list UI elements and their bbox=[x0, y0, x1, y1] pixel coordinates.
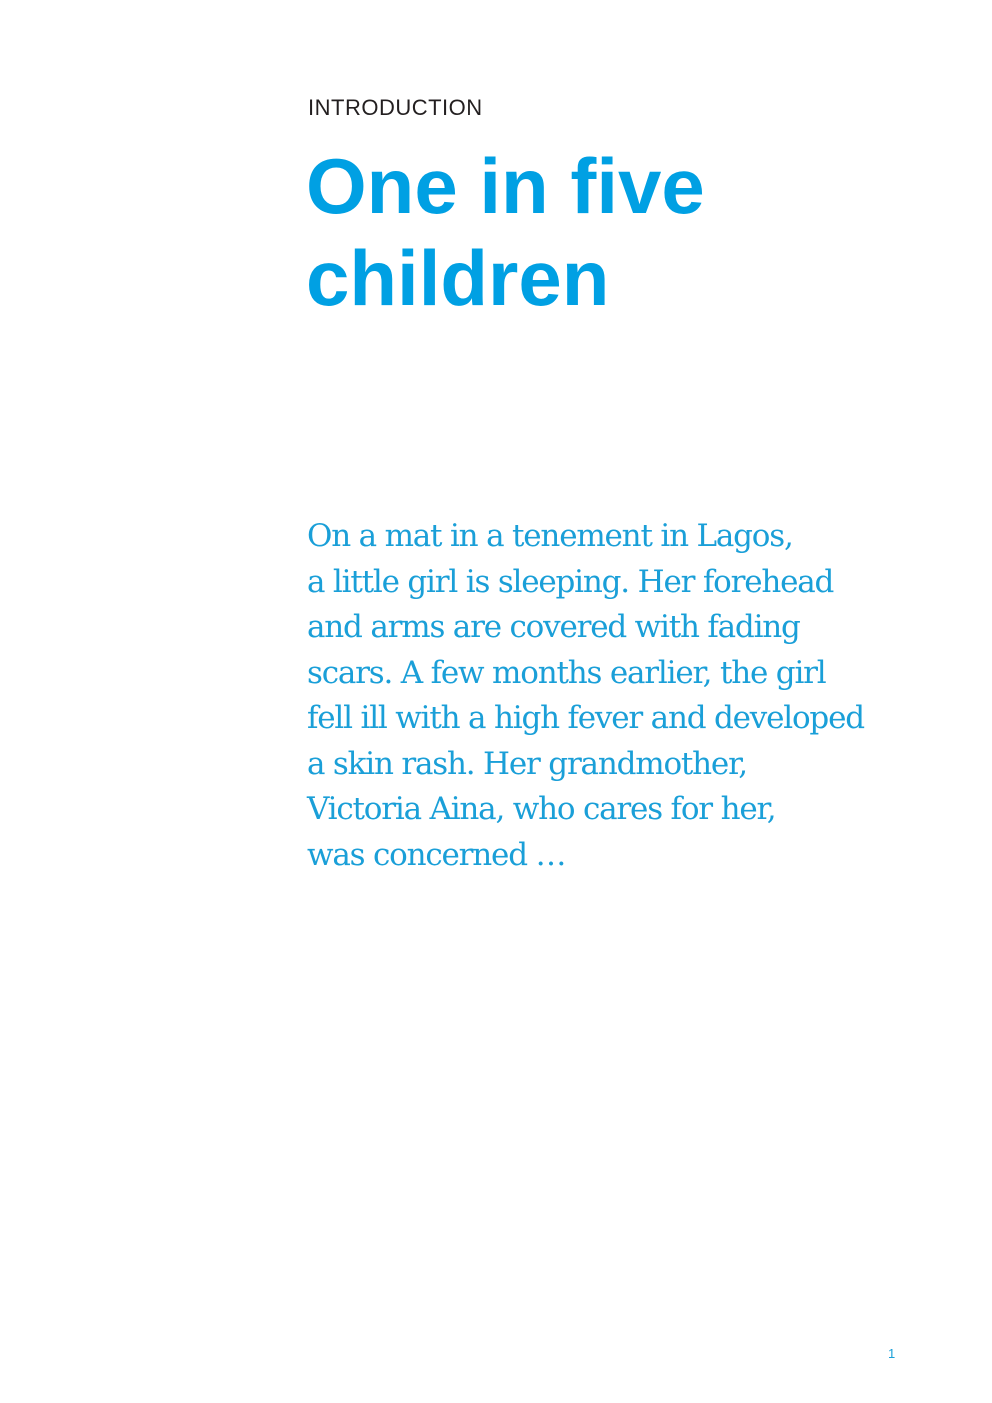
page-title bbox=[306, 140, 926, 324]
title-line: children bbox=[306, 234, 610, 322]
lead-line: a little girl is sleeping. Her forehead bbox=[307, 563, 834, 600]
lead-line: and arms are covered with fading bbox=[307, 609, 800, 645]
lead-line: fell ill with a high fever and developed bbox=[307, 700, 864, 736]
title-line: One in five bbox=[306, 142, 705, 230]
section-label: INTRODUCTION bbox=[308, 95, 483, 120]
lead-line: Victoria Aina, who cares for her, bbox=[307, 791, 776, 827]
lead-line: was concerned … bbox=[307, 836, 566, 873]
page-number: 1 bbox=[888, 1346, 896, 1361]
lead-line: scars. A few months earlier, the girl bbox=[307, 654, 826, 691]
lead-line: On a mat in a tenement in Lagos, bbox=[307, 518, 793, 554]
lead-line: a skin rash. Her grandmother, bbox=[307, 745, 747, 782]
lead-paragraph bbox=[307, 514, 927, 878]
